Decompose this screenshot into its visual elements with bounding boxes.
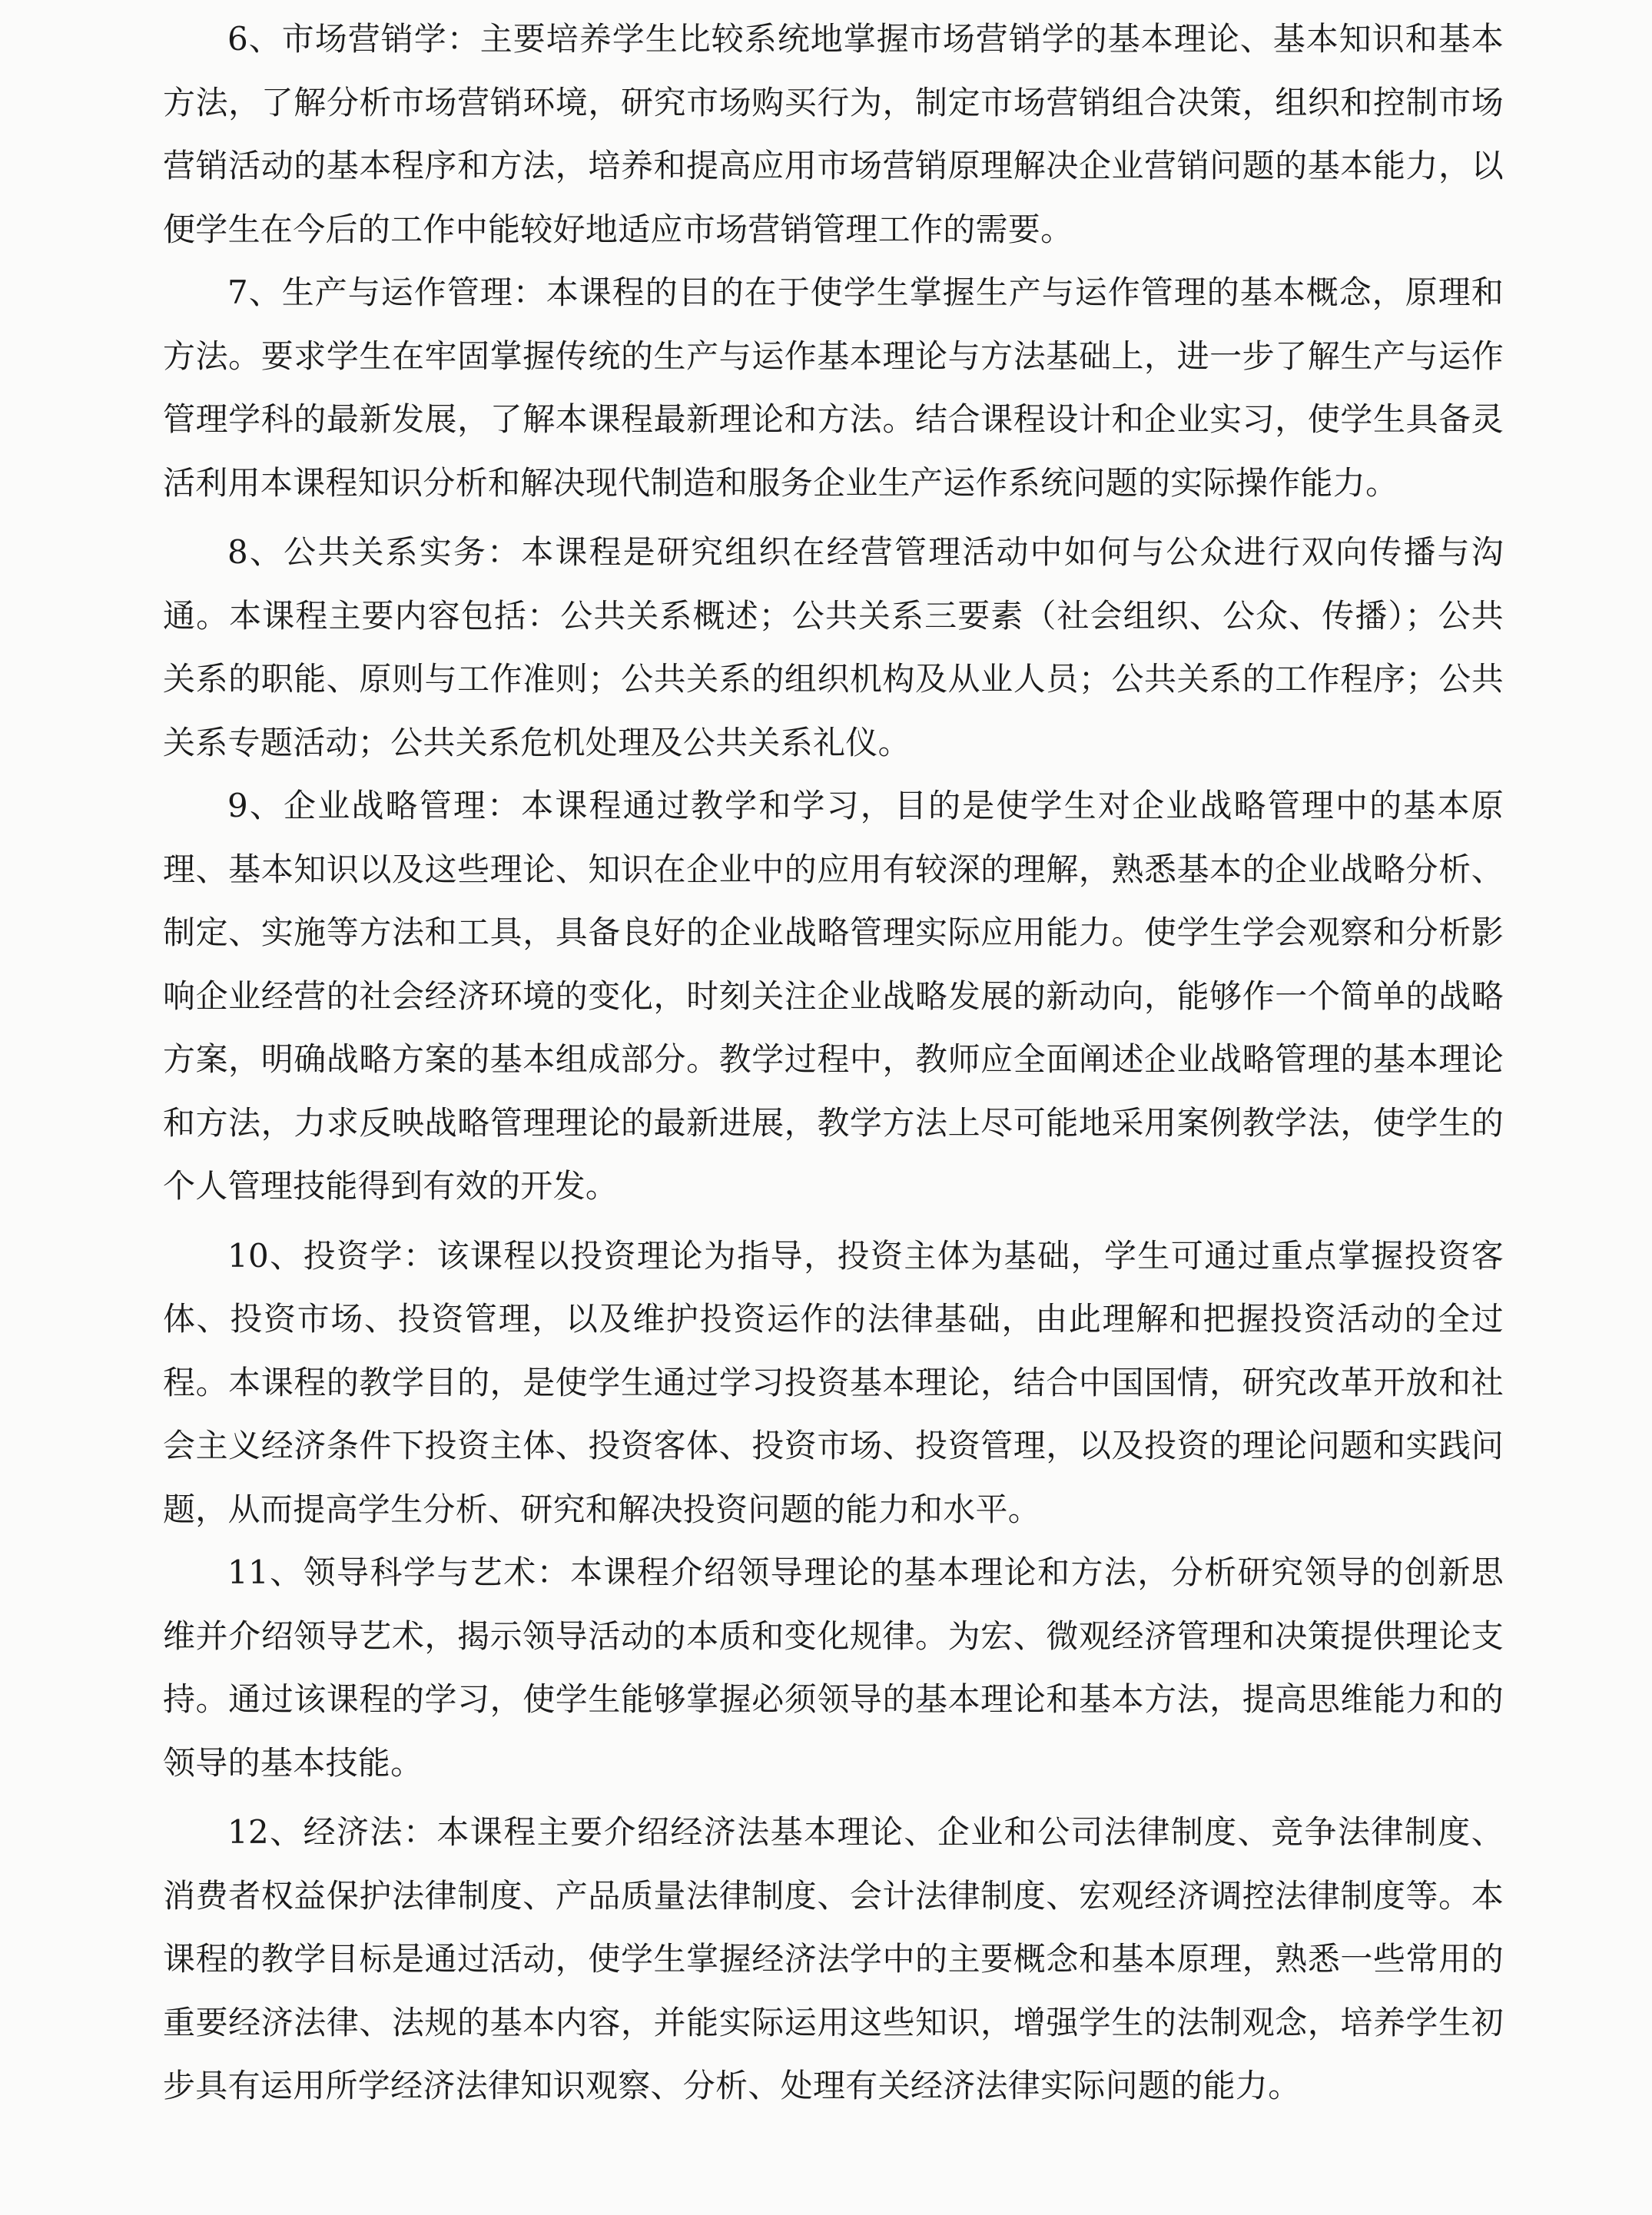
course-description: 本课程是研究组织在经营管理活动中如何与公众进行双向传播与沟通。本课程主要内容包括：公共关系概述；公共关系三要素（社会组织、公众、传播）；公共关系的职能、原则与工作准则；公共关系的组织机构及从业人员；公共关系的工作程序；公共关系专题活动；公共关系危机处理及公共关系礼仪。 xyxy=(163,533,1504,761)
course-description: 主要培养学生比较系统地掌握市场营销学的基本理论、基本知识和基本方法，了解分析市场营销环境，研究市场购买行为，制定市场营销组合决策，组织和控制市场营销活动的基本程序和方法，培养和提高应用市场营销原理解决企业营销问题的基本能力，以便学生在今后的工作中能较好地适应市场营销管理工作的需要。 xyxy=(163,20,1504,248)
paragraph-investment xyxy=(163,1225,1504,1542)
course-description: 本课程的目的在于使学生掌握生产与运作管理的基本概念，原理和方法。要求学生在牢固掌握传统的生产与运作基本理论与方法基础上，进一步了解生产与运作管理学科的最新发展，了解本课程最新理论和方法。结合课程设计和企业实习，使学生具备灵活利用本课程知识分析和解决现代制造和服务企业生产运作系统问题的实际操作能力。 xyxy=(163,274,1504,502)
paragraph-leadership xyxy=(163,1541,1504,1795)
course-description: 本课程介绍领导理论的基本理论和方法，分析研究领导的创新思维并介绍领导艺术，揭示领导活动的本质和变化规律。为宏、微观经济管理和决策提供理论支持。通过该课程的学习，使学生能够掌握必须领导的基本理论和基本方法，提高思维能力和的领导的基本技能。 xyxy=(163,1553,1504,1782)
course-description: 本课程通过教学和学习，目的是使学生对企业战略管理中的基本原理、基本知识以及这些理论、知识在企业中的应用有较深的理解，熟悉基本的企业战略分析、制定、实施等方法和工具，具备良好的企业战略管理实际应用能力。使学生学会观察和分析影响企业经营的社会经济环境的变化，时刻关注企业战略发展的新动向，能够作一个简单的战略方案，明确战略方案的基本组成部分。教学过程中，教师应全面阐述企业战略管理的基本理论和方法，力求反映战略管理理论的最新进展，教学方法上尽可能地采用案例教学法，使学生的个人管理技能得到有效的开发。 xyxy=(163,787,1504,1205)
paragraph-economic-law xyxy=(163,1801,1504,2118)
course-title: 市场营销学： xyxy=(281,20,480,58)
paragraph-number: 12、 xyxy=(227,1813,304,1851)
paragraph-number: 8、 xyxy=(227,533,284,571)
paragraph-number: 10、 xyxy=(227,1236,304,1275)
course-title: 公共关系实务： xyxy=(284,533,522,571)
course-title: 投资学： xyxy=(303,1236,437,1275)
course-title: 领导科学与艺术： xyxy=(303,1553,571,1591)
course-title: 企业战略管理： xyxy=(284,787,522,824)
paragraph-number: 9、 xyxy=(227,787,284,824)
paragraph-number: 6、 xyxy=(227,20,282,58)
course-title: 生产与运作管理： xyxy=(281,274,546,311)
paragraph-public-relations xyxy=(163,521,1504,774)
paragraph-number: 7、 xyxy=(227,274,282,311)
paragraph-operations-management xyxy=(163,261,1504,515)
course-description: 本课程主要介绍经济法基本理论、企业和公司法律制度、竞争法律制度、消费者权益保护法律制度、产品质量法律制度、会计法律制度、宏观经济调控法律制度等。本课程的教学目标是通过活动，使学生掌握经济法学中的主要概念和基本原理，熟悉一些常用的重要经济法律、法规的基本内容，并能实际运用这些知识，增强学生的法制观念，培养学生初步具有运用所学经济法律知识观察、分析、处理有关经济法律实际问题的能力。 xyxy=(163,1813,1504,2104)
course-title: 经济法： xyxy=(303,1813,437,1851)
course-description: 该课程以投资理论为指导，投资主体为基础，学生可通过重点掌握投资客体、投资市场、投资管理，以及维护投资运作的法律基础，由此理解和把握投资活动的全过程。本课程的教学目的，是使学生通过学习投资基本理论，结合中国国情，研究改革开放和社会主义经济条件下投资主体、投资客体、投资市场、投资管理，以及投资的理论问题和实践问题，从而提高学生分析、研究和解决投资问题的能力和水平。 xyxy=(163,1236,1504,1528)
course-descriptions xyxy=(163,8,1504,2118)
paragraph-number: 11、 xyxy=(227,1553,304,1591)
paragraph-marketing xyxy=(163,8,1504,261)
paragraph-strategic-management xyxy=(163,774,1504,1219)
